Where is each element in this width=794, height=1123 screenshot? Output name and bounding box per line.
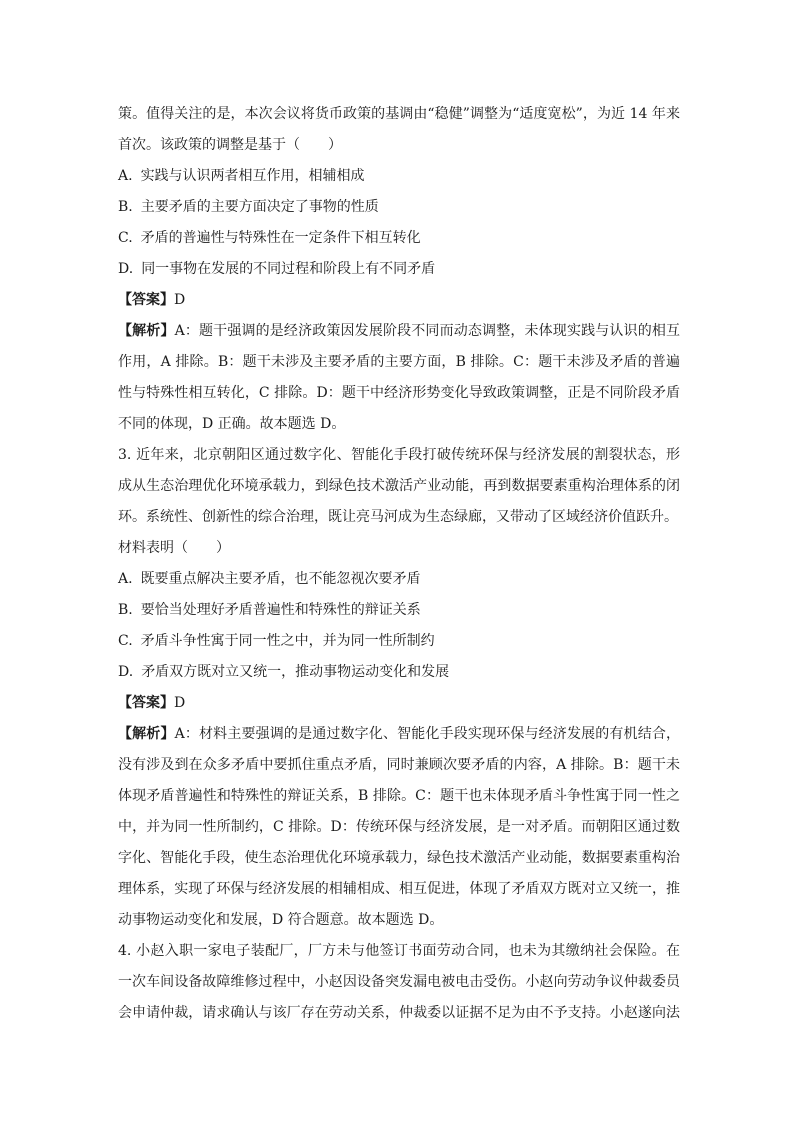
option-a [118,565,680,593]
stem-line: 3. 近年来，北京朝阳区通过数字化、智能化手段打破传统环保与经济发展的割裂状态，形 [118,447,680,463]
analysis-line: 中，并为同一性所制约，C 排除。D：传统环保与经济发展，是一对矛盾。而朝阳区通过数 [118,819,680,835]
option-letter: A. [118,168,133,184]
analysis [118,720,680,934]
analysis-line: 理体系，实现了环保与经济发展的相辅相成、相互促进，体现了矛盾双方既对立又统一，推 [118,881,680,897]
question-4 [118,937,680,1027]
stem-line: 策。值得关注的是，本次会议将货币政策的基调由“稳健”调整为“适度宽松”，为近 14 年来 [118,106,680,122]
option-text: 矛盾双方既对立又统一，推动事物运动变化和发展 [141,664,450,680]
answer-value: D [174,695,186,711]
analysis-line: 体现矛盾普遍性和特殊性的辩证关系，B 排除。C：题干也未体现矛盾斗争性寓于同一性之 [118,788,680,804]
option-letter: B. [118,199,133,215]
analysis-line: 没有涉及到在众多矛盾中要抓住重点矛盾，同时兼顾次要矛盾的内容，A 排除。B：题干未 [118,757,680,773]
option-letter: B. [118,602,133,618]
analysis-line: 性与特殊性相互转化，C 排除。D：题干中经济形势变化导致政策调整，正是不同阶段矛盾 [118,385,680,401]
analysis-line: 字化、智能化手段，使生态治理优化环境承载力，绿色技术激活产业动能，数据要素重构治 [118,850,680,866]
analysis-line: 动事物运动变化和发展，D 符合题意。故本题选 D。 [118,912,444,928]
answer-label: 【答案】 [118,695,174,711]
option-d [118,658,680,686]
analysis [118,317,680,438]
option-letter: D. [118,664,134,680]
stem-line: 首次。该政策的调整是基于（ ） [118,137,342,153]
option-text: 主要矛盾的主要方面决定了事物的性质 [140,199,379,215]
option-text: 同一事物在发展的不同过程和阶段上有不同矛盾 [141,261,436,277]
analysis-line [118,317,680,345]
option-b [118,596,680,624]
stem-line: 一次车间设备故障维修过程中，小赵因设备突发漏电被电击受伤。小赵向劳动争议仲裁委员 [118,974,680,990]
stem-line: 成从生态治理优化环境承载力，到绿色技术激活产业动能，再到数据要素重构治理体系的闭 [118,478,680,494]
option-text: 矛盾斗争性寓于同一性之中，并为同一性所制约 [140,633,435,649]
analysis-label: 【解析】 [118,726,175,742]
analysis-line: 不同的体现，D 正确。故本题选 D。 [118,416,346,432]
stem-line: 材料表明（ ） [118,540,230,556]
option-text: 既要重点解决主要矛盾，也不能忽视次要矛盾 [140,571,421,587]
option-a [118,162,680,190]
analysis-line: 作用，A 排除。B：题干未涉及主要矛盾的主要方面，B 排除。C：题干未涉及矛盾的普遍 [118,354,680,370]
stem-line: 环。系统性、创新性的综合治理，既让亮马河成为生态绿廊，又带动了区域经济价值跃升。 [118,509,678,525]
option-letter: C. [118,633,133,649]
analysis-label: 【解析】 [118,323,175,339]
option-text: 要恰当处理好矛盾普遍性和特殊性的辩证关系 [140,602,421,618]
option-b [118,193,680,221]
stem-line: 会申请仲裁，请求确认与该厂存在劳动关系，仲裁委以证据不足为由不予支持。小赵遂向法 [118,1005,680,1021]
option-letter: A. [118,571,133,587]
question-3-stem [118,441,680,562]
question-2 [118,100,680,438]
option-letter: D. [118,261,134,277]
question-3 [118,441,680,934]
option-text: 实践与认识两者相互作用，相辅相成 [140,168,365,184]
option-d [118,255,680,283]
analysis-text: A：材料主要强调的是通过数字化、智能化手段实现环保与经济发展的有机结合， [174,726,680,742]
option-text: 矛盾的普遍性与特殊性在一定条件下相互转化 [140,230,421,246]
question-2-stem [118,100,680,159]
option-c [118,224,680,252]
answer-value: D [174,292,186,308]
analysis-text: A：题干强调的是经济政策因发展阶段不同而动态调整，未体现实践与认识的相互 [174,323,680,339]
question-4-stem [118,937,680,1027]
answer [118,689,680,717]
answer [118,286,680,314]
analysis-line [118,720,680,748]
document-page [118,100,680,1027]
option-c [118,627,680,655]
option-letter: C. [118,230,133,246]
stem-line: 4. 小赵入职一家电子装配厂，厂方未与他签订书面劳动合同，也未为其缴纳社会保险。在 [118,943,680,959]
answer-label: 【答案】 [118,292,174,308]
